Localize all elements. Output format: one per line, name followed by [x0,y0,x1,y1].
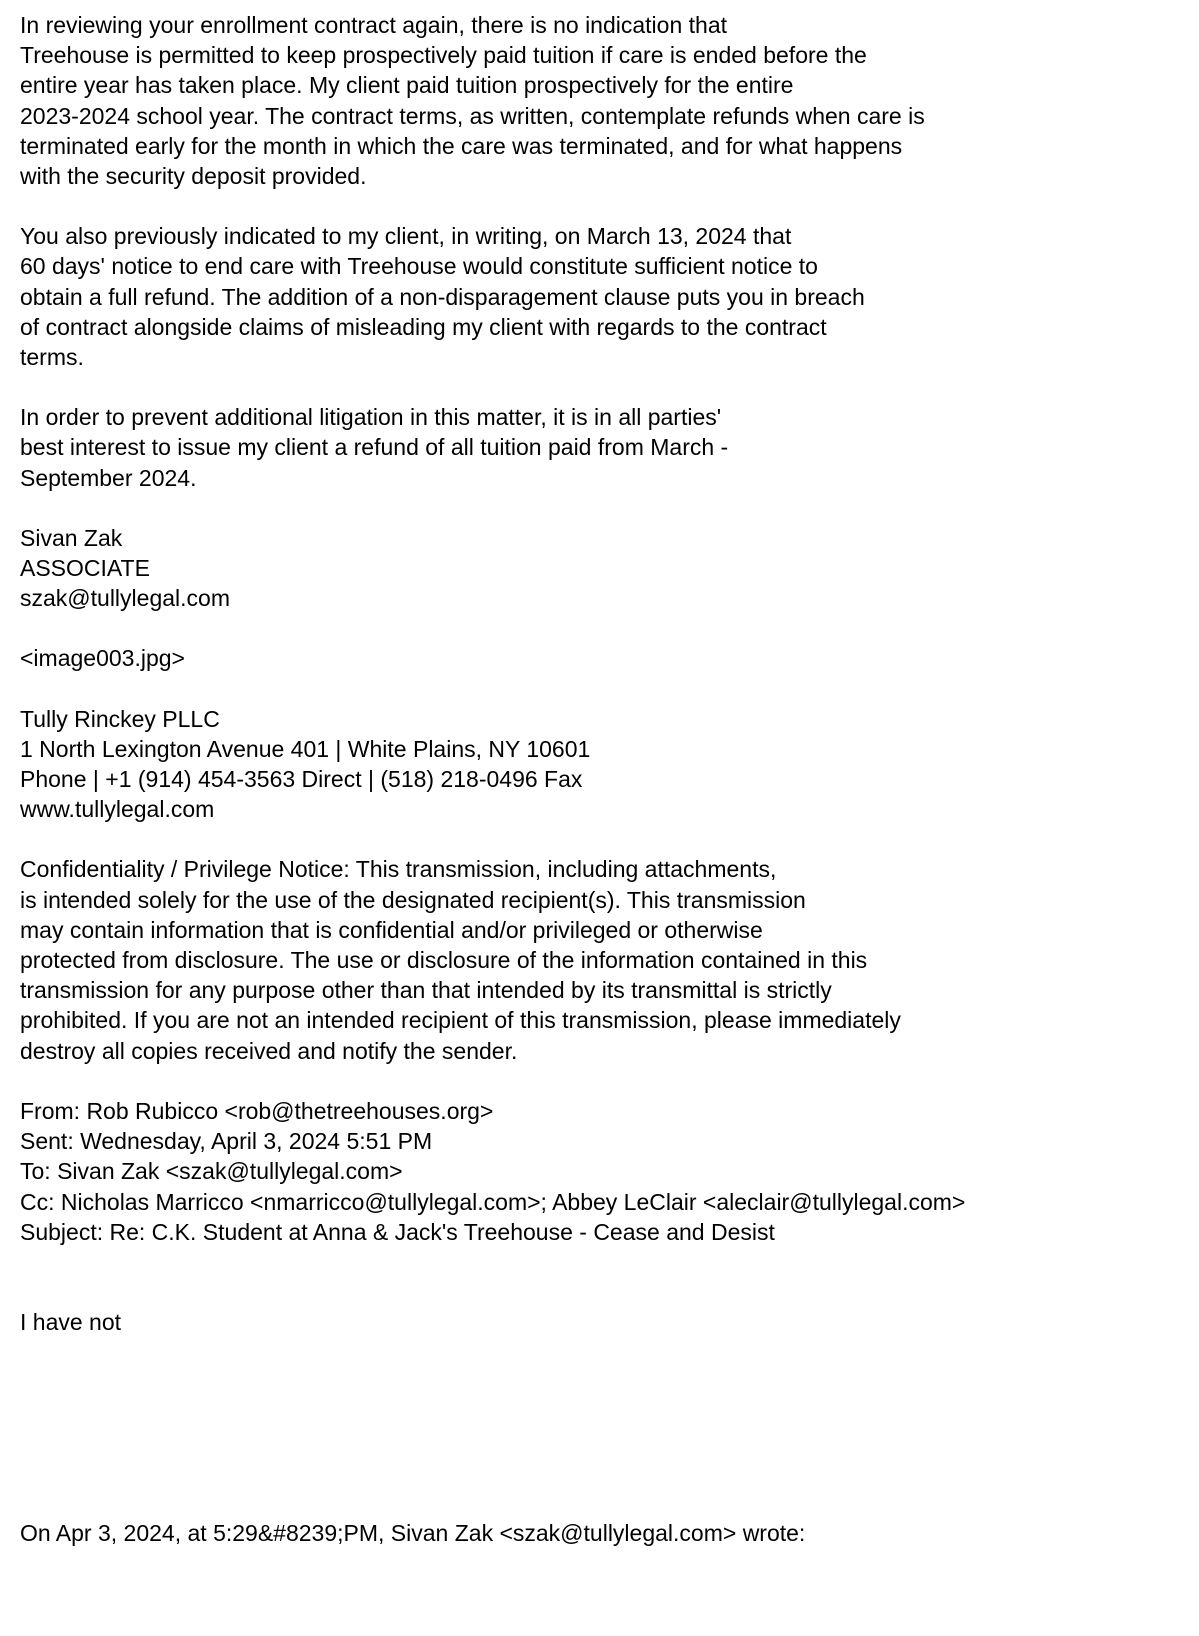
image-placeholder: <image003.jpg> [20,645,185,672]
signature-image-block [20,643,1180,673]
text-line: protected from disclosure. The use or disclosure of the information contained in this [20,947,868,974]
text-line: is intended solely for the use of the designated recipient(s). This transmission [20,886,806,913]
text-line: prohibited. If you are not an intended recipient of this transmission, please immediately [20,1007,901,1034]
paragraph-prior-notice [20,221,1180,372]
text-line: entire year has taken place. My client paid tuition prospectively for the entire [20,72,794,99]
text-line: terms. [20,344,84,371]
text-line: of contract alongside claims of misleading my client with regards to the contract [20,313,827,340]
signature-block [20,523,1180,614]
text-line: September 2024. [20,464,197,491]
text-line: 60 days' notice to end care with Treehouse would constitute sufficient notice to [20,253,818,280]
header-cc: Cc: Nicholas Marricco <nmarricco@tullylegal.com>; Abbey LeClair <aleclair@tullylegal.com> [20,1188,966,1215]
text-line: obtain a full refund. The addition of a non-disparagement clause puts you in breach [20,283,865,310]
text-line: may contain information that is confidential and/or privileged or otherwise [20,916,763,943]
firm-name: Tully Rinckey PLLC [20,705,220,732]
firm-website: www.tullylegal.com [20,796,215,823]
text-line: 2023-2024 school year. The contract terms, as written, contemplate refunds when care is [20,102,925,129]
text-line: You also previously indicated to my client, in writing, on March 13, 2024 that [20,223,792,250]
firm-phone: Phone | +1 (914) 454-3563 Direct | (518) 218-0496 Fax [20,766,583,793]
text-line: with the security deposit provided. [20,163,367,190]
quoted-message-header: On Apr 3, 2024, at 5:29&#8239;PM, Sivan Zak <szak@tullylegal.com> wrote: [20,1520,806,1547]
email-document [20,10,1180,1548]
signature-name: Sivan Zak [20,524,123,551]
header-from: From: Rob Rubicco <rob@thetreehouses.org> [20,1097,494,1124]
firm-address: 1 North Lexington Avenue 401 | White Plains, NY 10601 [20,735,591,762]
text-line: transmission for any purpose other than that intended by its transmittal is strictly [20,977,832,1004]
header-subject: Subject: Re: C.K. Student at Anna & Jack's Treehouse - Cease and Desist [20,1218,775,1245]
text-line: destroy all copies received and notify the sender. [20,1037,518,1064]
firm-block [20,704,1180,825]
text-line: In order to prevent additional litigation in this matter, it is in all parties' [20,404,722,431]
confidentiality-notice [20,854,1180,1065]
reply-text: I have not [20,1308,122,1335]
signature-title: ASSOCIATE [20,555,150,582]
text-line: best interest to issue my client a refund of all tuition paid from March - [20,434,729,461]
text-line: In reviewing your enrollment contract again, there is no indication that [20,12,728,38]
signature-email: szak@tullylegal.com [20,585,230,612]
spacer [20,1247,1180,1307]
paragraph-refund-request [20,402,1180,493]
paragraph-contract-review [20,10,1180,191]
forwarded-message-headers [20,1096,1180,1247]
text-line: terminated early for the month in which the care was terminated, and for what happens [20,132,903,159]
header-to: To: Sivan Zak <szak@tullylegal.com> [20,1158,403,1185]
text-line: Treehouse is permitted to keep prospectively paid tuition if care is ended before the [20,42,867,69]
spacer [20,1337,1180,1518]
text-line: Confidentiality / Privilege Notice: This transmission, including attachments, [20,856,777,883]
header-sent: Sent: Wednesday, April 3, 2024 5:51 PM [20,1128,433,1155]
